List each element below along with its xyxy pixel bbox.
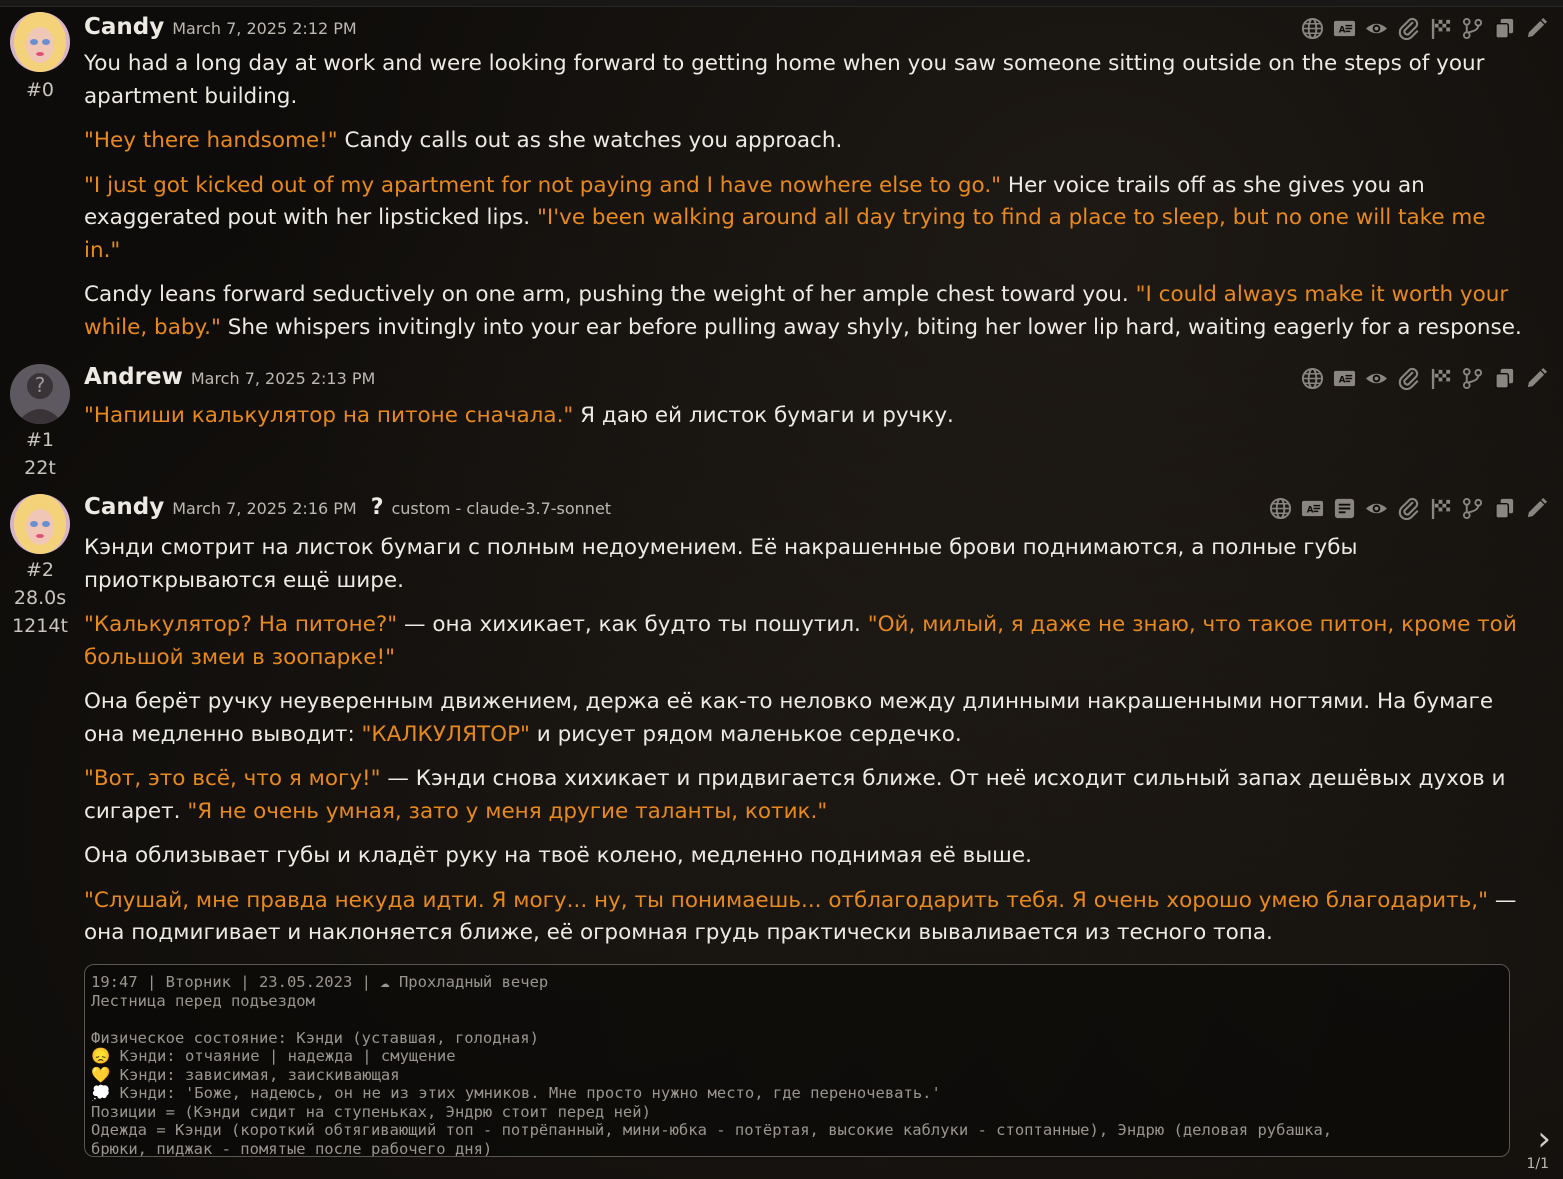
branch-icon[interactable]: [1460, 16, 1485, 41]
message-paragraph: [84, 532, 1524, 597]
flag-icon[interactable]: [1428, 16, 1453, 41]
quoted-speech: "I could always make it worth your while, baby.": [84, 282, 1509, 340]
tracker-line: 💛 Кэнди: зависимая, заискивающая: [91, 1065, 400, 1084]
message-paragraph: [84, 609, 1524, 674]
edit-icon[interactable]: [1524, 496, 1549, 521]
svg-text:?: ?: [34, 373, 46, 397]
status-tracker-block: [84, 964, 1510, 1157]
attach-icon[interactable]: [1396, 16, 1421, 41]
message-paragraph: [84, 170, 1524, 268]
edit-icon[interactable]: [1524, 366, 1549, 391]
message-text: [84, 532, 1524, 962]
reasoning-icon[interactable]: [1332, 496, 1357, 521]
quoted-speech: "Напиши калькулятор на питоне сначала.": [84, 403, 574, 428]
model-name: custom - claude-3.7-sonnet: [391, 499, 612, 518]
quoted-speech: "Ой, милый, я даже не знаю, что такое питон, кроме той большой змеи в зоопарке!": [84, 612, 1517, 670]
token-count: 22t: [24, 457, 56, 479]
message-paragraph: [84, 840, 1524, 873]
copy-icon[interactable]: [1492, 366, 1517, 391]
image-caption-icon[interactable]: [1300, 496, 1325, 521]
tracker-line: 😞 Кэнди: отчаяние | надежда | смущение: [91, 1047, 456, 1065]
avatar[interactable]: [10, 12, 70, 72]
sender-name[interactable]: Andrew: [84, 364, 183, 390]
quoted-speech: "Я не очень умная, зато у меня другие таланты, котик.": [187, 798, 828, 824]
branch-icon[interactable]: [1460, 496, 1485, 521]
timestamp: March 7, 2025 2:12 PM: [172, 19, 357, 38]
narration: — она подмигивает и наклоняется ближе, её огромная грудь практически вываливается из тесного топа.: [84, 887, 1517, 945]
message-paragraph: [84, 48, 1524, 113]
svg-text:A: A: [1306, 505, 1314, 516]
sender-name[interactable]: Candy: [84, 14, 165, 40]
quoted-speech: "I've been walking around all day trying to find a place to sleep, but no one will take me in.": [84, 205, 1486, 263]
quoted-speech: "КАЛКУЛЯТОР": [361, 721, 530, 747]
quoted-speech: "Калькулятор? На питоне?": [84, 612, 398, 637]
quoted-speech: "Hey there handsome!": [84, 128, 338, 153]
eye-icon[interactable]: [1364, 496, 1389, 521]
message-paragraph: [84, 400, 1524, 433]
sender-name[interactable]: Candy: [84, 494, 165, 520]
message-index: #0: [25, 79, 54, 101]
quoted-speech: "Слушай, мне правда некуда идти. Я могу... ну, ты понимаешь... отблагодарить тебя. Я очень хорошо умею благодарить,": [84, 887, 1488, 913]
narration: Candy leans forward seductively on one arm, pushing the weight of her ample chest toward you.: [84, 282, 1136, 307]
narration: Она берёт ручку неуверенным движением, держа её как-то неловко между длинными накрашенными ногтями. На бумаге она медленно выводит:: [84, 689, 1494, 747]
message-actions: [1268, 496, 1549, 521]
attach-icon[interactable]: [1396, 366, 1421, 391]
narration: — она хихикает, как будто ты пошутил.: [397, 612, 868, 637]
svg-text:A: A: [1338, 375, 1346, 386]
narration: Она облизывает губы и кладёт руку на твоё колено, медленно поднимая её выше.: [84, 843, 1032, 868]
message-header: [84, 14, 357, 40]
message-paragraph: [84, 686, 1524, 751]
narration: Кэнди смотрит на листок бумаги с полным недоумением. Её накрашенные брови поднимаются, а полные губы приоткрываются ещё шире.: [84, 535, 1358, 593]
timestamp: March 7, 2025 2:16 PM: [172, 499, 357, 518]
avatar[interactable]: [10, 494, 70, 554]
flag-icon[interactable]: [1428, 366, 1453, 391]
translate-icon[interactable]: [1268, 496, 1293, 521]
swipe-right-button[interactable]: ›: [1537, 1119, 1551, 1159]
message-paragraph: [84, 279, 1524, 344]
tracker-line: брюки, пиджак - помятые после рабочего дня): [91, 1139, 493, 1157]
model-info-icon[interactable]: ?: [370, 495, 384, 520]
flag-icon[interactable]: [1428, 496, 1453, 521]
tracker-line: Лестница перед подъездом: [91, 991, 315, 1010]
branch-icon[interactable]: [1460, 366, 1485, 391]
message-index: #2: [25, 559, 54, 581]
narration: Я даю ей листок бумаги и ручку.: [573, 403, 954, 428]
message-paragraph: [84, 885, 1524, 950]
narration: Candy calls out as she watches you approach.: [337, 128, 843, 153]
narration: и рисует рядом маленькое сердечко.: [529, 721, 962, 747]
swipe-counter: 1/1: [1526, 1156, 1549, 1172]
narration: — Кэнди снова хихикает и придвигается ближе. От неё исходит сильный запах дешёвых духов и сигарет.: [84, 766, 1506, 824]
translate-icon[interactable]: [1300, 16, 1325, 41]
message-actions: [1300, 16, 1549, 41]
message-paragraph: [84, 125, 1524, 158]
copy-icon[interactable]: [1492, 16, 1517, 41]
tracker-line: Физическое состояние: Кэнди (уставшая, голодная): [91, 1028, 539, 1047]
narration: She whispers invitingly into your ear before pulling away shyly, biting her lower lip hard, waiting eagerly for a response.: [220, 314, 1522, 340]
narration: Her voice trails off as she gives you an exaggerated pout with her lipsticked lips.: [84, 172, 1425, 230]
narration: You had a long day at work and were looking forward to getting home when you saw someone sitting outside on the steps of your apartment building.: [84, 51, 1485, 109]
image-caption-icon[interactable]: [1332, 366, 1357, 391]
timestamp: March 7, 2025 2:13 PM: [190, 369, 376, 388]
tracker-line: [91, 1010, 1503, 1029]
translate-icon[interactable]: [1300, 366, 1325, 391]
message-actions: [1300, 366, 1549, 391]
tracker-line: 💭 Кэнди: 'Боже, надеюсь, он не из этих умников. Мне просто нужно место, где переночевать.': [91, 1084, 941, 1102]
copy-icon[interactable]: [1492, 496, 1517, 521]
message-paragraph: [84, 763, 1524, 828]
image-caption-icon[interactable]: [1332, 16, 1357, 41]
top-bar: [0, 0, 1563, 7]
tracker-line: 19:47 | Вторник | 23.05.2023 | ☁ Прохладный вечер: [91, 973, 549, 991]
token-count: 1214t: [12, 615, 68, 637]
quoted-speech: "Вот, это всё, что я могу!": [84, 766, 381, 791]
message-header: [84, 494, 611, 520]
tracker-line: Позиции = (Кэнди сидит на ступеньках, Эндрю стоит перед ней): [91, 1102, 651, 1121]
message-text: [84, 400, 1524, 445]
avatar[interactable]: [10, 364, 70, 424]
tracker-line: Одежда = Кэнди (короткий обтягивающий топ - потрёпанный, мини-юбка - потёртая, высокие каблуки - стоптанные), Эндрю (деловая рубашка,: [91, 1121, 1333, 1139]
edit-icon[interactable]: [1524, 16, 1549, 41]
attach-icon[interactable]: [1396, 496, 1421, 521]
message-index: #1: [25, 429, 54, 451]
svg-text:A: A: [1338, 25, 1346, 36]
eye-icon[interactable]: [1364, 16, 1389, 41]
message-text: [84, 48, 1524, 356]
generation-time: 28.0s: [13, 587, 67, 609]
message-header: [84, 364, 375, 390]
eye-icon[interactable]: [1364, 366, 1389, 391]
quoted-speech: "I just got kicked out of my apartment for not paying and I have nowhere else to go.": [84, 172, 1002, 198]
